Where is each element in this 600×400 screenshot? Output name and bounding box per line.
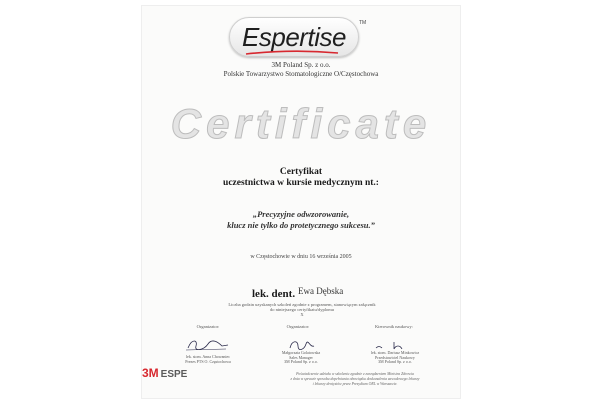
3m-espe-logo (142, 366, 190, 380)
signatory-3-name-text: lek. stom. Dariusz Minkowicz (370, 350, 420, 355)
footnote-line-2: z dnia w sprawie sposobu dopełniania obowiązku doskonalenia zawodowego lekarzy (290, 377, 420, 381)
logo-trademark: TM (359, 20, 367, 26)
signatory-2-position: Sales Manager (289, 354, 313, 360)
signatory-1-name (175, 355, 241, 364)
logo-swoosh-icon (242, 50, 342, 56)
course-title-line-2: klucz nie tylko do protetycznego sukcesu.” (227, 220, 375, 230)
certificate-title: Certyfikat (279, 167, 323, 177)
footnote-line-1: Poświadczenie udziału w szkoleniu zgodnie z zarządzeniem Ministra Zdrowia (296, 372, 414, 376)
certificate-sheet (142, 6, 460, 398)
brand-espe: ESPE (160, 369, 188, 380)
footnote-line-3: i lekarzy dentystów przez Prezydium ORL w Warszawie. (312, 382, 398, 386)
signatory-3-name (362, 351, 428, 365)
signatory-1-name-text: lek. stom. Anna Chowaniec (185, 354, 231, 359)
logo-text: Espertise (242, 21, 346, 52)
training-info-line-3: X (300, 312, 304, 317)
certificate-subtitle: uczestnictwa w kursie medycznym nt.: (223, 178, 379, 188)
issuer-society: Polskie Towarzystwo Stomatologiczne O/Częstochowa (223, 70, 379, 78)
recipient-name: Ewa Dębska (298, 286, 344, 296)
brand-3m: 3M (142, 366, 159, 380)
signatory-role-2: Organizator: (286, 324, 310, 329)
certificate-watermark: Certificate (170, 100, 432, 147)
recipient-degree: lek. dent. (252, 288, 296, 300)
signatory-role-3: Kierownik naukowy: (374, 324, 414, 329)
signatory-3-position: Przedstawiciel Naukowy (375, 354, 415, 360)
signatory-3-company: 3M Poland Sp. z o.o. (378, 359, 412, 365)
signatory-2-company: 3M Poland Sp. z o.o. (284, 359, 318, 365)
signatory-2-name-text: Małgorzata Golatowska (281, 350, 321, 355)
training-info-line-1: Liczba godzin uzyskanych szkoleń zgodnie z programem, stanowiącym załącznik (228, 302, 376, 307)
signatory-1-position: Prezes PTS O. Częstochowa (185, 358, 231, 364)
course-title-line-1: „Precyzyjne odwzorowanie, (252, 209, 350, 219)
training-info-line-2: do niniejszego certyfikatu/dyplomu (270, 307, 334, 312)
signatory-2-name (268, 351, 334, 365)
signature-1-icon (178, 336, 238, 354)
signatory-role-1: Organizator: (196, 324, 220, 329)
issuer-company: 3M Poland Sp. z o.o. (271, 61, 331, 69)
place-and-date: w Częstochowie w dniu 16 września 2005 (250, 254, 352, 260)
